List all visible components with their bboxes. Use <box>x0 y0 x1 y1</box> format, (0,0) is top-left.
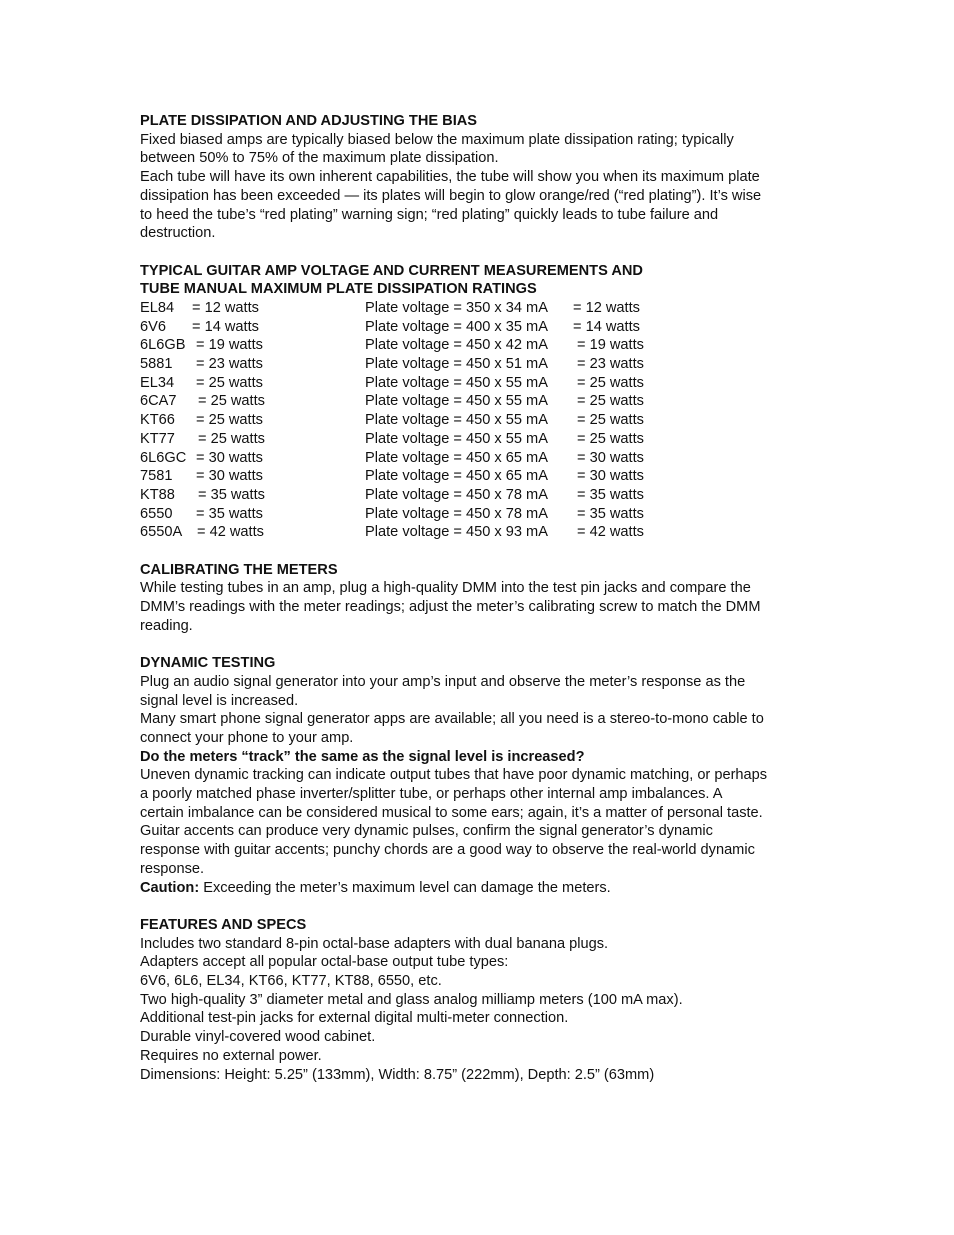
text-line: response. <box>140 860 205 877</box>
max-rating: = 14 watts <box>192 318 259 335</box>
tube-type: 6V6 <box>140 318 166 335</box>
plate-measurement: Plate voltage = 450 x 65 mA <box>365 449 548 466</box>
text-line: Each tube will have its own inherent capabilities, the tube will show you when its maximum plate <box>140 169 760 186</box>
caution-label: Caution: <box>140 879 200 896</box>
table-row <box>140 299 830 318</box>
table-row <box>140 467 830 486</box>
measured-watts: = 14 watts <box>573 318 640 335</box>
plate-measurement: Plate voltage = 450 x 78 mA <box>365 505 548 522</box>
section-calibrating-meters <box>140 561 830 636</box>
tube-type: EL34 <box>140 374 175 391</box>
measured-watts: = 25 watts <box>577 412 644 429</box>
measured-watts: = 25 watts <box>577 393 644 410</box>
plate-measurement: Plate voltage = 450 x 78 mA <box>365 486 548 503</box>
text-line: Uneven dynamic tracking can indicate output tubes that have poor dynamic matching, or perhaps <box>140 767 768 784</box>
table-row <box>140 336 830 355</box>
text-line: response with guitar accents; punchy chords are a good way to observe the real-world dynamic <box>140 842 755 859</box>
spec-line: 6V6, 6L6, EL34, KT66, KT77, KT88, 6550, etc. <box>140 973 442 990</box>
section-heading: PLATE DISSIPATION AND ADJUSTING THE BIAS <box>140 113 478 129</box>
spec-line: Adapters accept all popular octal-base output tube types: <box>140 954 509 971</box>
text-line: Plug an audio signal generator into your amp’s input and observe the meter’s response as the <box>140 673 746 690</box>
section-typical-measurements <box>140 262 830 542</box>
measured-watts: = 25 watts <box>577 430 644 447</box>
max-rating: = 25 watts <box>198 430 265 447</box>
measured-watts: = 35 watts <box>577 486 644 503</box>
text-line: a poorly matched phase inverter/splitter tube, or perhaps other internal amp imbalances. A <box>140 786 723 803</box>
tube-type: 6L6GB <box>140 337 186 354</box>
max-rating: = 25 watts <box>196 412 263 429</box>
table-row <box>140 523 830 542</box>
table-row <box>140 505 830 524</box>
section-heading: FEATURES AND SPECS <box>140 916 307 933</box>
table-row <box>140 449 830 468</box>
max-rating: = 42 watts <box>197 524 264 541</box>
text-line: Many smart phone signal generator apps are available; all you need is a stereo-to-mono cable to <box>140 711 764 728</box>
tube-type: 6550A <box>140 524 183 541</box>
text-line: dissipation has been exceeded — its plates will begin to glow orange/red (“red plating”). It’s wise <box>140 187 762 204</box>
max-rating: = 19 watts <box>196 337 263 354</box>
section-features-specs <box>140 916 830 1084</box>
section-dynamic-testing <box>140 654 830 897</box>
text-line: destruction. <box>140 225 216 242</box>
plate-measurement: Plate voltage = 450 x 93 mA <box>365 524 548 541</box>
text-line: Guitar accents can produce very dynamic pulses, confirm the signal generator’s dynamic <box>140 823 713 840</box>
text-line: connect your phone to your amp. <box>140 729 354 746</box>
paragraph <box>140 131 830 243</box>
table-row <box>140 411 830 430</box>
plate-measurement: Plate voltage = 450 x 55 mA <box>365 374 548 391</box>
max-rating: = 30 watts <box>196 449 263 466</box>
measured-watts: = 12 watts <box>573 300 640 317</box>
spec-line: Includes two standard 8-pin octal-base adapters with dual banana plugs. <box>140 935 609 952</box>
measured-watts: = 23 watts <box>577 356 644 373</box>
plate-measurement: Plate voltage = 450 x 42 mA <box>365 337 548 354</box>
max-rating: = 30 watts <box>196 468 263 485</box>
tube-type: KT66 <box>140 412 175 429</box>
spec-line: Durable vinyl-covered wood cabinet. <box>140 1029 376 1046</box>
table-row <box>140 392 830 411</box>
measured-watts: = 19 watts <box>577 337 644 354</box>
caution-line <box>140 879 830 898</box>
spec-line: Two high-quality 3” diameter metal and glass analog milliamp meters (100 mA max). <box>140 991 683 1008</box>
text-line: Fixed biased amps are typically biased below the maximum plate dissipation rating; typically <box>140 131 734 148</box>
caution-text: Exceeding the meter’s maximum level can damage the meters. <box>199 879 611 896</box>
plate-measurement: Plate voltage = 450 x 55 mA <box>365 430 548 447</box>
measured-watts: = 30 watts <box>577 449 644 466</box>
text-line: reading. <box>140 617 193 634</box>
tube-type: KT88 <box>140 486 175 503</box>
section-heading-line-2: TUBE MANUAL MAXIMUM PLATE DISSIPATION RATINGS <box>140 281 537 298</box>
table-row <box>140 430 830 449</box>
text-line: signal level is increased. <box>140 692 299 709</box>
table-row <box>140 318 830 337</box>
measured-watts: = 35 watts <box>577 505 644 522</box>
max-rating: = 12 watts <box>192 300 259 317</box>
plate-measurement: Plate voltage = 450 x 55 mA <box>365 412 548 429</box>
section-heading: TYPICAL GUITAR AMP VOLTAGE AND CURRENT MEASUREMENTS AND <box>140 262 643 279</box>
tube-type: 6CA7 <box>140 393 177 410</box>
document-body <box>140 112 830 1084</box>
tube-type: 6L6GC <box>140 449 187 466</box>
tube-type: EL84 <box>140 300 175 317</box>
max-rating: = 25 watts <box>198 393 265 410</box>
plate-measurement: Plate voltage = 350 x 34 mA <box>365 300 548 317</box>
table-row <box>140 374 830 393</box>
max-rating: = 25 watts <box>196 374 263 391</box>
table-row <box>140 355 830 374</box>
max-rating: = 35 watts <box>196 505 263 522</box>
measured-watts: = 42 watts <box>577 524 644 541</box>
spec-line: Additional test-pin jacks for external digital multi-meter connection. <box>140 1010 569 1027</box>
measured-watts: = 25 watts <box>577 374 644 391</box>
question-line: Do the meters “track” the same as the signal level is increased? <box>140 748 585 765</box>
tube-type: 6550 <box>140 505 173 522</box>
measured-watts: = 30 watts <box>577 468 644 485</box>
plate-measurement: Plate voltage = 450 x 65 mA <box>365 468 548 485</box>
max-rating: = 23 watts <box>196 356 263 373</box>
spec-line: Dimensions: Height: 5.25” (133mm), Width: 8.75” (222mm), Depth: 2.5” (63mm) <box>140 1066 655 1083</box>
spec-line: Requires no external power. <box>140 1047 322 1064</box>
text-line: DMM’s readings with the meter readings; adjust the meter’s calibrating screw to match the DMM <box>140 599 761 616</box>
max-rating: = 35 watts <box>198 486 265 503</box>
plate-measurement: Plate voltage = 450 x 51 mA <box>365 356 548 373</box>
section-heading: DYNAMIC TESTING <box>140 655 276 672</box>
text-line: While testing tubes in an amp, plug a high-quality DMM into the test pin jacks and compare the <box>140 580 751 597</box>
text-line: between 50% to 75% of the maximum plate dissipation. <box>140 150 499 167</box>
tube-type: KT77 <box>140 430 175 447</box>
text-line: to heed the tube’s “red plating” warning sign; “red plating” quickly leads to tube failure and <box>140 206 719 223</box>
text-line: certain imbalance can be considered musical to some ears; again, it’s a matter of personal taste. <box>140 804 763 821</box>
dissipation-table <box>140 299 830 542</box>
table-row <box>140 486 830 505</box>
tube-type: 7581 <box>140 468 173 485</box>
section-heading: CALIBRATING THE METERS <box>140 561 338 578</box>
tube-type: 5881 <box>140 356 173 373</box>
plate-measurement: Plate voltage = 450 x 55 mA <box>365 393 548 410</box>
section-plate-dissipation <box>140 112 830 243</box>
plate-measurement: Plate voltage = 400 x 35 mA <box>365 318 548 335</box>
